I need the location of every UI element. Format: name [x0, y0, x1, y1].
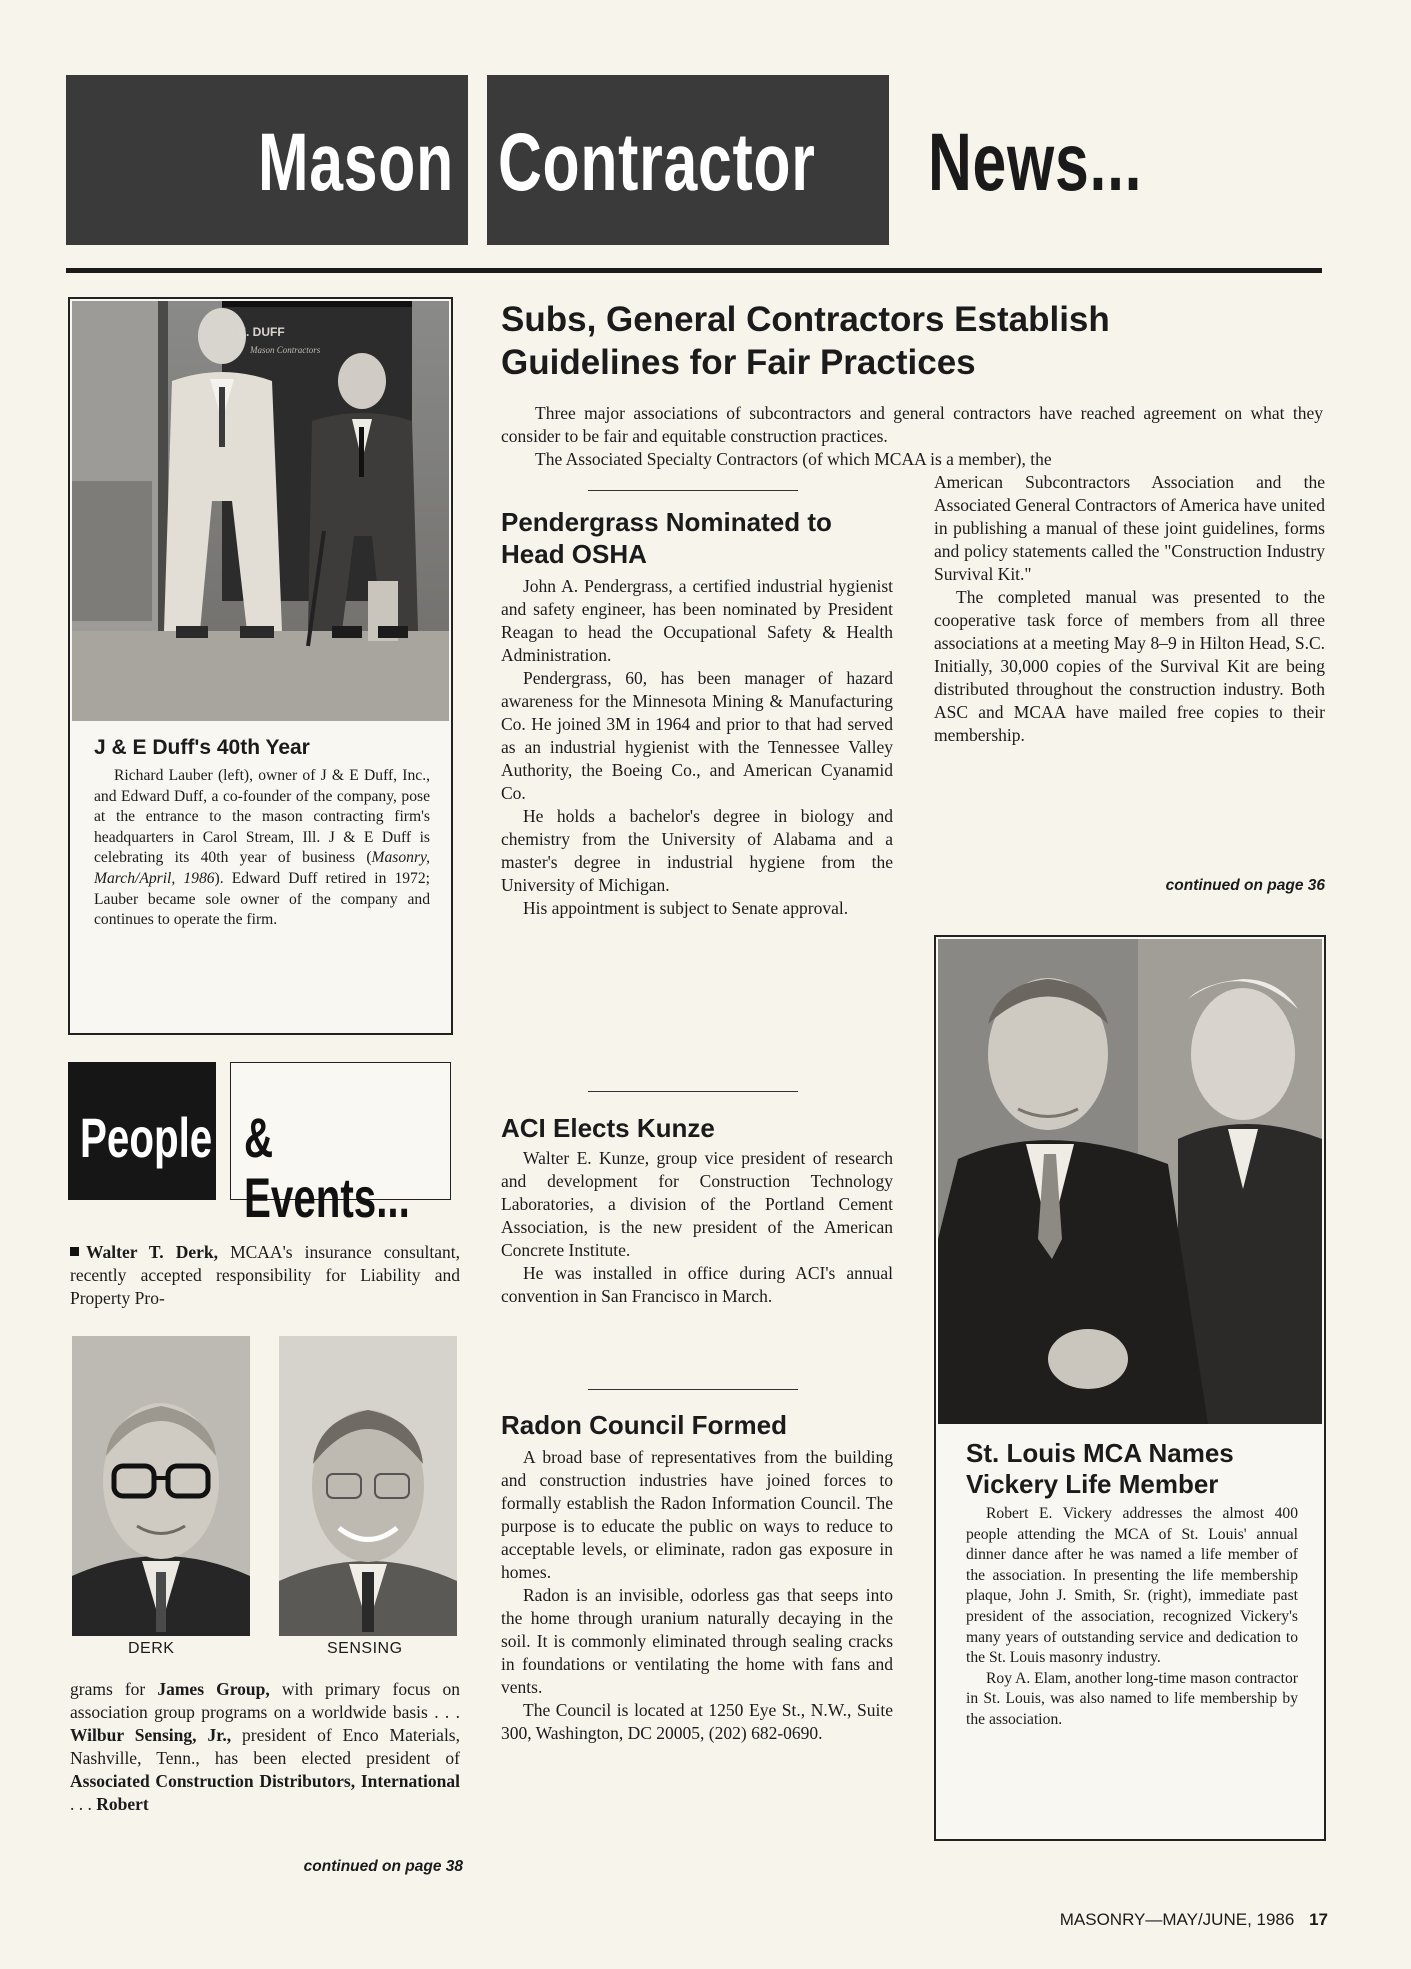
people-cont-para [70, 1678, 460, 1816]
vickery-photo-image [938, 939, 1322, 1424]
aci-p2: He was installed in office during ACI's annual convention in San Francisco in March. [501, 1263, 893, 1306]
events-badge-word: & Events... [244, 1106, 410, 1229]
vickery-body [966, 1504, 1298, 1731]
sensing-photo-image [279, 1336, 457, 1636]
sensing-caption: SENSING [327, 1640, 403, 1657]
vickery-p1: Robert E. Vickery addresses the almost 400 people attending the MCA of St. Louis' annual dinner dance after he was named a life member of the association. In presenting the life membership plaque, John J. Smith, Sr. (right), immediate past president of the association, recognized Vickery's many years of outstanding service and dedication to the St. Louis masonry industry. [966, 1505, 1298, 1667]
subs-headline [501, 298, 1110, 384]
masthead-word-contractor: Contractor [498, 117, 816, 208]
people-intro-rest: MCAA's insurance consultant, recently accepted responsibility for Liability and Property Pro- [70, 1242, 460, 1308]
people-intro-name: Walter T. Derk, [86, 1242, 219, 1262]
people-intro [70, 1241, 460, 1310]
page-number: 17 [1309, 1910, 1328, 1929]
subs-headline-line2: Guidelines for Fair Practices [501, 343, 976, 382]
subs-col-p1: American Subcontractors Association and the Associated General Contractors of America have united in publishing a manual of these joint guidelines, forms and policy statements called the "Construction Industry Survival Kit." [934, 472, 1325, 584]
aci-p1: Walter E. Kunze, group vice president of research and development for Construction Technology Laboratories, a division of the Portland Cement Association, is the new president of the American Concrete Institute. [501, 1148, 893, 1260]
derk-photo-image [72, 1336, 250, 1636]
people-cont-name3: Associated Construction Distributors, International [70, 1771, 460, 1791]
vickery-p2: Roy A. Elam, another long-time mason contractor in St. Louis, was also named to life membership by the association. [966, 1669, 1298, 1728]
people-cont-part3: president of Enco Materials, Nashville, Tenn., has been elected president of [70, 1725, 460, 1768]
duff-caption-part3: ). Edward Duff retired in 1972; Lauber became sole owner of the company and continues to operate the firm. [94, 869, 430, 929]
masthead-rule [66, 268, 1322, 273]
duff-box [68, 297, 453, 1035]
pendergrass-p2: Pendergrass, 60, has been manager of hazard awareness for the Minnesota Mining & Manufacturing Co. He joined 3M in 1964 and prior to that had served as an industrial hygienist with the Tennessee Valley Authority, the Boeing Co., and American Cyanamid Co. [501, 668, 893, 803]
people-cont-name4: Robert [96, 1794, 149, 1814]
derk-caption: DERK [128, 1640, 175, 1657]
subs-headline-line1: Subs, General Contractors Establish [501, 300, 1110, 339]
duff-photo-image [72, 301, 449, 721]
radon-body [501, 1446, 893, 1745]
subs-lead [501, 402, 1323, 471]
duff-caption-text [94, 766, 430, 931]
radon-p3: The Council is located at 1250 Eye St., N.W., Suite 300, Washington, DC 20005, (202) 682-0690. [501, 1700, 893, 1743]
radon-headline: Radon Council Formed [501, 1410, 787, 1440]
subs-continued-link[interactable]: continued on page 36 [1165, 877, 1325, 894]
vickery-headline [966, 1438, 1234, 1500]
masthead-word-mason: Mason [258, 117, 454, 208]
vickery-headline-line2: Vickery Life Member [966, 1469, 1219, 1499]
duff-sign: J E. DUFF [228, 325, 285, 339]
people-cont-part1: grams for [70, 1679, 158, 1699]
divider-3 [588, 1389, 798, 1390]
duff-caption-part1: Richard Lauber (left), owner of J & E Duff, Inc., and Edward Duff, a co-founder of the company, pose at the entrance to the mason contracting firm's headquarters in Carol Stream, Ill. J & E Duff is celebrating its 40th year of business ( [94, 767, 430, 867]
people-continued-text [70, 1678, 460, 1816]
derk-photo [72, 1336, 250, 1636]
sensing-photo [279, 1336, 457, 1636]
duff-sign-sub: Mason Contractors [250, 345, 321, 355]
pendergrass-p3: He holds a bachelor's degree in biology and chemistry from the University of Alabama and a master's degree in industrial hygiene from the University of Michigan. [501, 806, 893, 895]
vickery-headline-line1: St. Louis MCA Names [966, 1438, 1234, 1468]
aci-body [501, 1147, 893, 1308]
duff-photo [72, 301, 449, 721]
divider-1 [588, 490, 798, 491]
pendergrass-body [501, 575, 893, 920]
people-cont-name1: James Group, [157, 1679, 270, 1699]
people-cont-part2: with primary focus on association group programs on a worldwide basis . . . [70, 1679, 460, 1722]
pendergrass-headline: Pendergrass Nominated to Head OSHA [501, 507, 832, 569]
divider-2 [588, 1091, 798, 1092]
duff-caption [94, 766, 430, 931]
radon-p2: Radon is an invisible, odorless gas that seeps into the home through uranium naturally decaying in the soil. It is commonly eliminated through sealing cracks in foundations or ventilating the home with fans and vents. [501, 1585, 893, 1697]
pendergrass-p4: His appointment is subject to Senate approval. [523, 898, 849, 918]
people-continued-link[interactable]: continued on page 38 [303, 1858, 463, 1875]
subs-col-p2: The completed manual was presented to the cooperative task force of members from all three associations at a meeting May 8–9 in Hilton Head, S.C. Initially, 30,000 copies of the Survival Kit are being distributed throughout the construction industry. Both ASC and MCAA have mailed free copies to their membership. [934, 587, 1325, 745]
footer-folio: MASONRY—MAY/JUNE, 1986 [1059, 1910, 1295, 1929]
subs-column [934, 471, 1325, 747]
people-cont-part4: . . . [70, 1794, 97, 1814]
vickery-photo [938, 939, 1322, 1424]
aci-headline: ACI Elects Kunze [501, 1113, 715, 1143]
footer [1060, 1910, 1328, 1930]
people-intro-para [70, 1241, 460, 1310]
masthead-word-news: News... [928, 117, 1143, 208]
subs-lead-p2: The Associated Specialty Contractors (of which MCAA is a member), the [535, 449, 1052, 469]
subs-lead-p1: Three major associations of subcontractors and general contractors have reached agreement on what they consider to be fair and equitable construction practices. [501, 403, 1323, 446]
vickery-box [934, 935, 1326, 1841]
duff-caption-ref: Masonry, March/April, 1986 [94, 849, 430, 887]
people-events-badge [68, 1062, 453, 1229]
radon-p1: A broad base of representatives from the building and construction industries have joined forces to formally establish the Radon Information Council. The purpose is to educate the public on ways to reduce to acceptable levels, or eliminate, radon gas exposure in homes. [501, 1447, 893, 1582]
people-cont-name2: Wilbur Sensing, Jr., [70, 1725, 232, 1745]
duff-caption-title: J & E Duff's 40th Year [94, 736, 310, 759]
masthead [0, 0, 1411, 260]
bullet-square [70, 1247, 79, 1256]
pendergrass-p1: John A. Pendergrass, a certified industrial hygienist and safety engineer, has been nominated by President Reagan to head the Occupational Safety & Health Administration. [501, 576, 893, 665]
people-badge-word: People [80, 1106, 213, 1169]
